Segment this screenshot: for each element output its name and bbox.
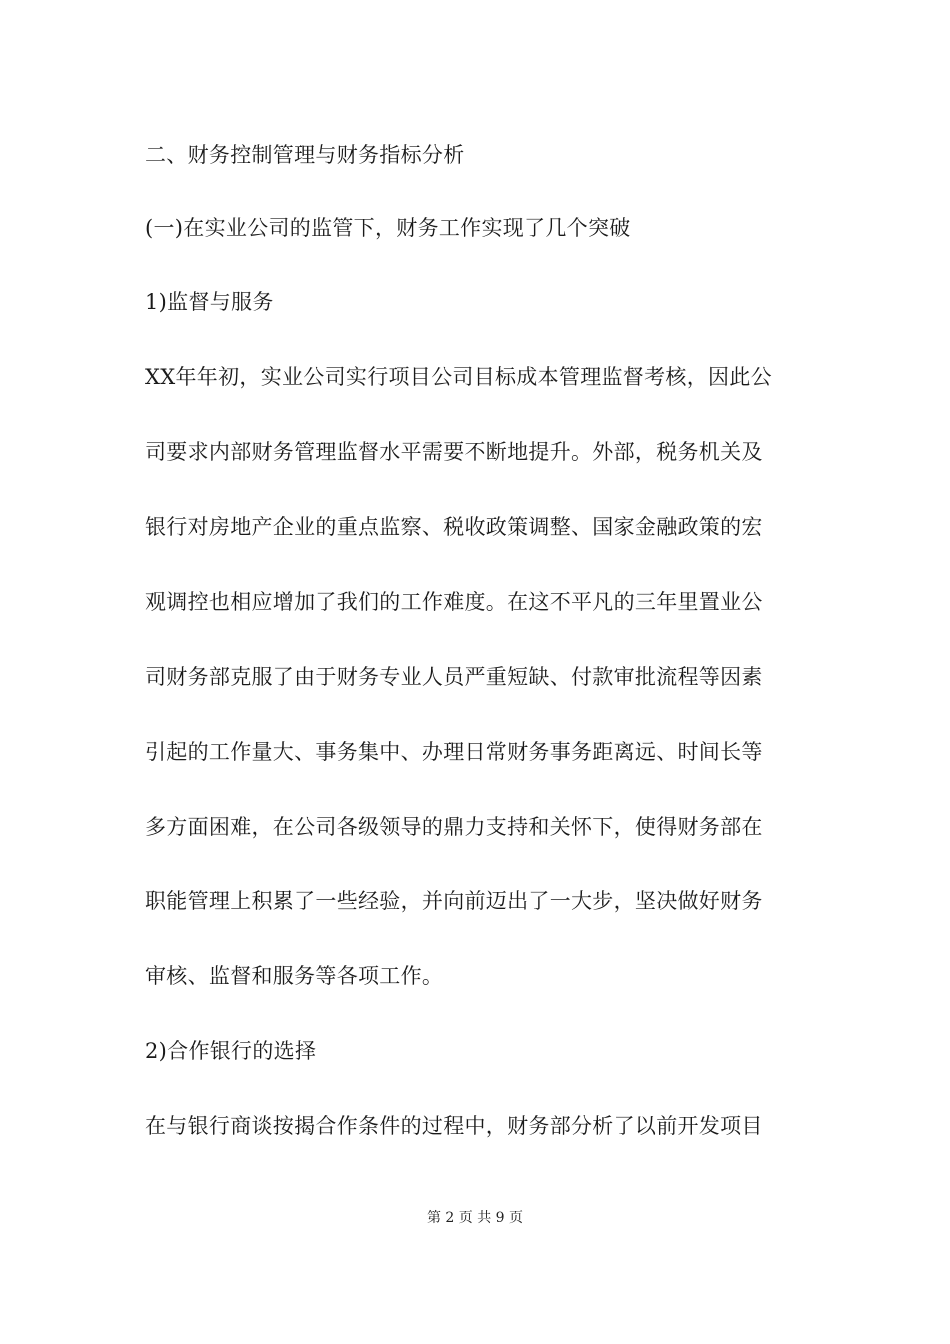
paragraph-line: 司要求内部财务管理监督水平需要不断地提升。外部，税务机关及 (145, 440, 763, 464)
section-heading: 二、财务控制管理与财务指标分析 (145, 143, 465, 167)
paragraph-line: XX年年初，实业公司实行项目公司目标成本管理监督考核，因此公 (145, 365, 772, 389)
paragraph-line: 在与银行商谈按揭合作条件的过程中，财务部分析了以前开发项目 (145, 1114, 763, 1138)
item-heading-1: 1)监督与服务 (145, 290, 274, 314)
page-number-footer: 第 2 页 共 9 页 (426, 1210, 524, 1226)
paragraph-line: 多方面困难，在公司各级领导的鼎力支持和关怀下，使得财务部在 (145, 815, 763, 839)
subsection-heading: (一)在实业公司的监管下，财务工作实现了几个突破 (145, 216, 631, 240)
paragraph-line: 银行对房地产企业的重点监察、税收政策调整、国家金融政策的宏 (145, 515, 763, 539)
paragraph-line: 审核、监督和服务等各项工作。 (145, 964, 444, 988)
paragraph-line: 职能管理上积累了一些经验，并向前迈出了一大步，坚决做好财务 (145, 889, 763, 913)
paragraph-line: 引起的工作量大、事务集中、办理日常财务事务距离远、时间长等 (145, 740, 763, 764)
paragraph-line: 观调控也相应增加了我们的工作难度。在这不平凡的三年里置业公 (145, 590, 763, 614)
paragraph-line: 司财务部克服了由于财务专业人员严重短缺、付款审批流程等因素 (145, 665, 763, 689)
item-heading-2: 2)合作银行的选择 (145, 1039, 317, 1063)
